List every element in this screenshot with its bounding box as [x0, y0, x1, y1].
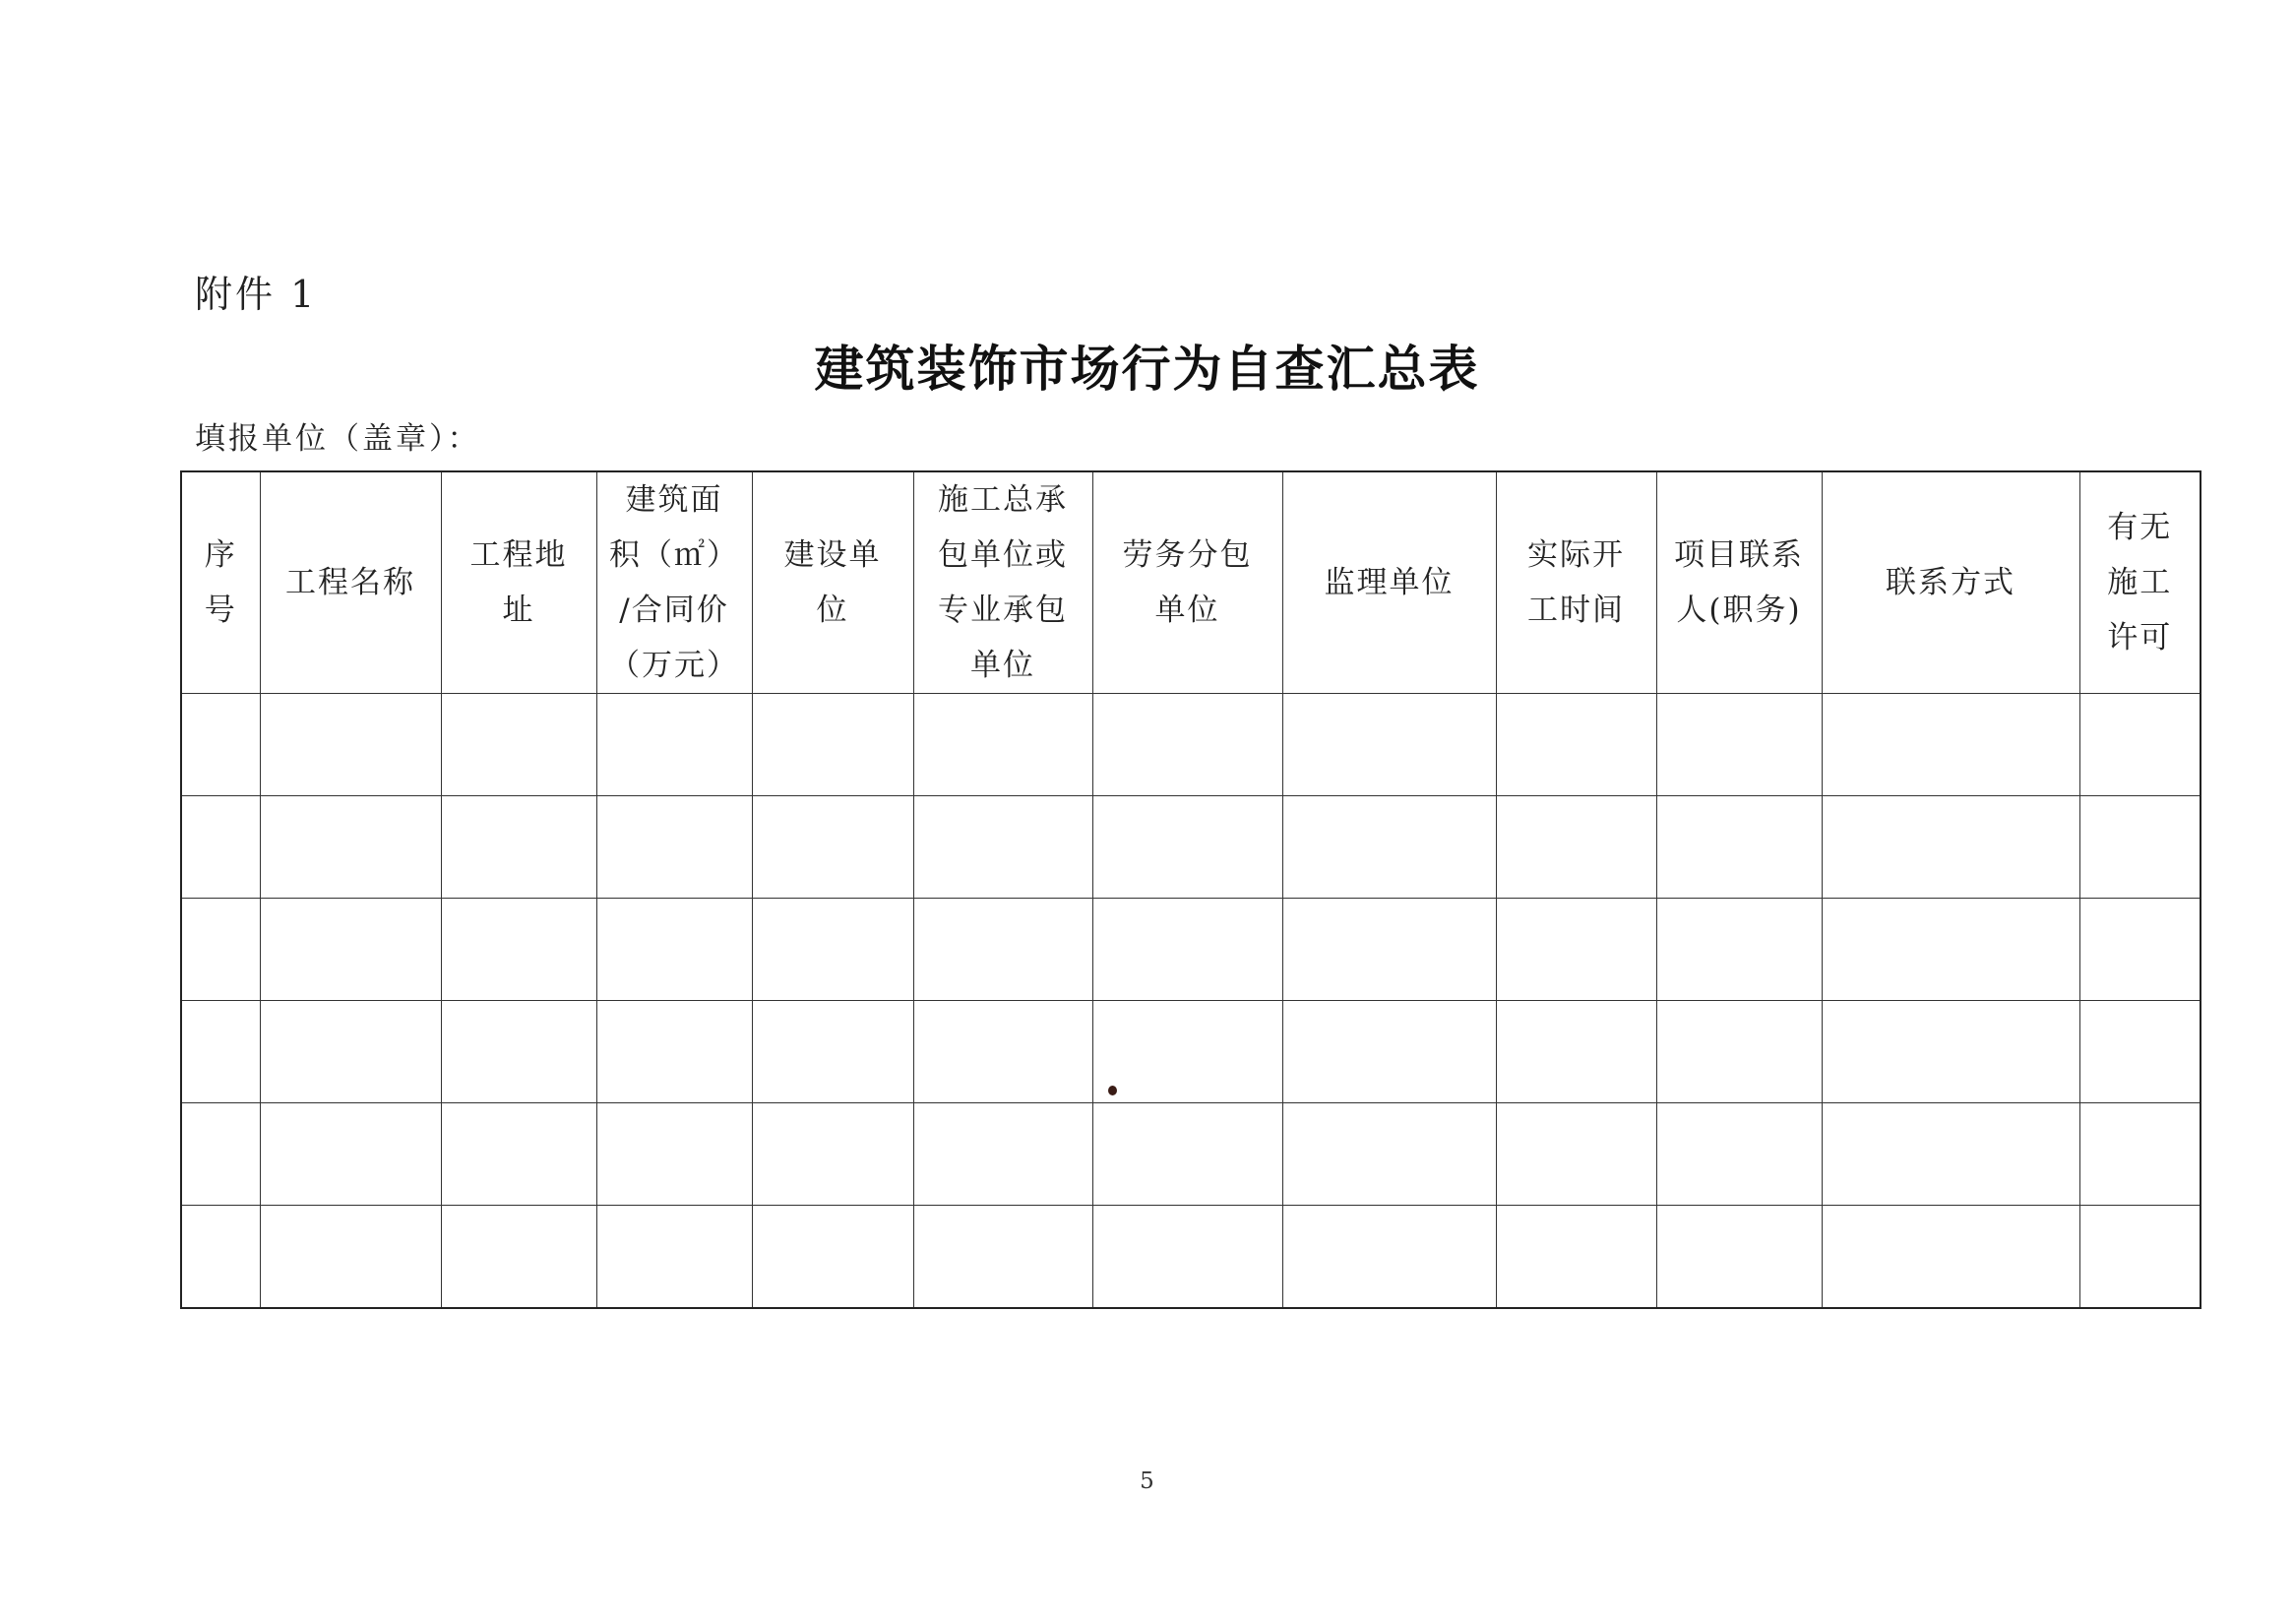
table-cell-permit[interactable]: [2079, 1206, 2201, 1308]
column-header-label: 联系方式: [1886, 565, 2015, 600]
self-inspection-summary-table: [180, 470, 2201, 1309]
column-header-label: 施工总承 包单位或 专业承包 单位: [938, 482, 1068, 683]
table-cell-start-time[interactable]: [1496, 1206, 1656, 1308]
table-cell-supervisor[interactable]: [1282, 694, 1496, 796]
table-cell-labor-subcontractor[interactable]: [1092, 1103, 1282, 1206]
table-cell-area-price[interactable]: [596, 1206, 752, 1308]
table-cell-general-contractor[interactable]: [913, 1206, 1092, 1308]
table-cell-project-address[interactable]: [441, 1206, 596, 1308]
table-cell-general-contractor[interactable]: [913, 1103, 1092, 1206]
table-cell-area-price[interactable]: [596, 1103, 752, 1206]
table-cell-start-time[interactable]: [1496, 1103, 1656, 1206]
table-cell-start-time[interactable]: [1496, 899, 1656, 1001]
table-cell-general-contractor[interactable]: [913, 796, 1092, 899]
table-row: [181, 796, 2201, 899]
table-cell-project-name[interactable]: [260, 1001, 441, 1103]
table-cell-labor-subcontractor[interactable]: [1092, 1206, 1282, 1308]
table-cell-labor-subcontractor[interactable]: [1092, 899, 1282, 1001]
table-cell-project-address[interactable]: [441, 694, 596, 796]
table-cell-supervisor[interactable]: [1282, 1001, 1496, 1103]
column-header-label: 有无 施工 许可: [2107, 510, 2173, 656]
table-cell-labor-subcontractor[interactable]: [1092, 796, 1282, 899]
column-header-general-contractor: [913, 471, 1092, 694]
column-header-developer: [752, 471, 913, 694]
table-cell-seq[interactable]: [181, 1001, 260, 1103]
table-cell-developer[interactable]: [752, 899, 913, 1001]
column-header-project-name: [260, 471, 441, 694]
table-row: [181, 1206, 2201, 1308]
column-header-labor-subcontractor: [1092, 471, 1282, 694]
table-cell-permit[interactable]: [2079, 796, 2201, 899]
table-cell-general-contractor[interactable]: [913, 899, 1092, 1001]
table-cell-contact-method[interactable]: [1822, 796, 2079, 899]
page-number: 5: [1140, 1468, 1154, 1494]
column-header-supervisor: [1282, 471, 1496, 694]
table-cell-project-name[interactable]: [260, 899, 441, 1001]
table-cell-contact-person[interactable]: [1656, 1001, 1822, 1103]
table-cell-contact-person[interactable]: [1656, 694, 1822, 796]
column-header-label: 监理单位: [1324, 565, 1455, 600]
table-cell-general-contractor[interactable]: [913, 694, 1092, 796]
table-cell-start-time[interactable]: [1496, 1001, 1656, 1103]
table-cell-supervisor[interactable]: [1282, 1206, 1496, 1308]
column-header-contact-method: [1822, 471, 2079, 694]
table-cell-start-time[interactable]: [1496, 694, 1656, 796]
table-cell-supervisor[interactable]: [1282, 899, 1496, 1001]
table-cell-supervisor[interactable]: [1282, 796, 1496, 899]
ink-spot-mark: [1108, 1086, 1117, 1095]
attachment-label: 附件 1: [195, 273, 318, 316]
table-cell-developer[interactable]: [752, 1001, 913, 1103]
table-row: [181, 1001, 2201, 1103]
table-body: [181, 694, 2201, 1308]
table-cell-project-name[interactable]: [260, 796, 441, 899]
table-cell-contact-method[interactable]: [1822, 899, 2079, 1001]
table-cell-project-address[interactable]: [441, 1001, 596, 1103]
table-cell-contact-person[interactable]: [1656, 1206, 1822, 1308]
table-cell-area-price[interactable]: [596, 796, 752, 899]
table-cell-permit[interactable]: [2079, 1001, 2201, 1103]
table-cell-supervisor[interactable]: [1282, 1103, 1496, 1206]
table-header-row: [181, 471, 2201, 694]
column-header-permit: [2079, 471, 2201, 694]
column-header-label: 项目联系 人(职务): [1674, 537, 1804, 628]
column-header-label: 工程地 址: [469, 537, 568, 628]
table-cell-project-address[interactable]: [441, 1103, 596, 1206]
table-cell-seq[interactable]: [181, 899, 260, 1001]
table-cell-contact-method[interactable]: [1822, 1103, 2079, 1206]
table-cell-project-address[interactable]: [441, 899, 596, 1001]
summary-table-container: [180, 470, 2200, 1307]
table-cell-permit[interactable]: [2079, 1103, 2201, 1206]
table-cell-seq[interactable]: [181, 1206, 260, 1308]
column-header-contact-person: [1656, 471, 1822, 694]
table-cell-developer[interactable]: [752, 796, 913, 899]
table-cell-contact-method[interactable]: [1822, 1001, 2079, 1103]
table-cell-area-price[interactable]: [596, 899, 752, 1001]
table-cell-general-contractor[interactable]: [913, 1001, 1092, 1103]
column-header-project-address: [441, 471, 596, 694]
table-cell-seq[interactable]: [181, 796, 260, 899]
table-cell-area-price[interactable]: [596, 1001, 752, 1103]
table-cell-contact-method[interactable]: [1822, 694, 2079, 796]
table-cell-seq[interactable]: [181, 694, 260, 796]
table-cell-seq[interactable]: [181, 1103, 260, 1206]
document-title: 建筑装饰市场行为自查汇总表: [814, 340, 1480, 398]
table-cell-permit[interactable]: [2079, 899, 2201, 1001]
table-cell-project-name[interactable]: [260, 1206, 441, 1308]
column-header-area-price: [596, 471, 752, 694]
table-cell-developer[interactable]: [752, 1103, 913, 1206]
table-cell-contact-person[interactable]: [1656, 796, 1822, 899]
column-header-start-time: [1496, 471, 1656, 694]
column-header-label: 建设单 位: [783, 537, 882, 628]
table-cell-developer[interactable]: [752, 1206, 913, 1308]
table-cell-contact-person[interactable]: [1656, 899, 1822, 1001]
table-cell-contact-person[interactable]: [1656, 1103, 1822, 1206]
table-cell-start-time[interactable]: [1496, 796, 1656, 899]
table-cell-project-name[interactable]: [260, 694, 441, 796]
table-row: [181, 694, 2201, 796]
table-cell-project-address[interactable]: [441, 796, 596, 899]
column-header-label: 实际开 工时间: [1527, 537, 1625, 628]
table-cell-contact-method[interactable]: [1822, 1206, 2079, 1308]
column-header-label: 序 号: [204, 537, 237, 628]
table-cell-labor-subcontractor[interactable]: [1092, 1001, 1282, 1103]
column-header-label: 工程名称: [285, 565, 415, 600]
table-cell-project-name[interactable]: [260, 1103, 441, 1206]
column-header-seq: [181, 471, 260, 694]
column-header-label: 建筑面 积（㎡） /合同价 （万元）: [609, 482, 739, 683]
table-cell-labor-subcontractor[interactable]: [1092, 694, 1282, 796]
table-cell-developer[interactable]: [752, 694, 913, 796]
reporting-unit-label: 填报单位（盖章）：: [195, 421, 481, 457]
table-cell-permit[interactable]: [2079, 694, 2201, 796]
table-cell-area-price[interactable]: [596, 694, 752, 796]
column-header-label: 劳务分包 单位: [1122, 537, 1253, 628]
table-row: [181, 899, 2201, 1001]
table-row: [181, 1103, 2201, 1206]
